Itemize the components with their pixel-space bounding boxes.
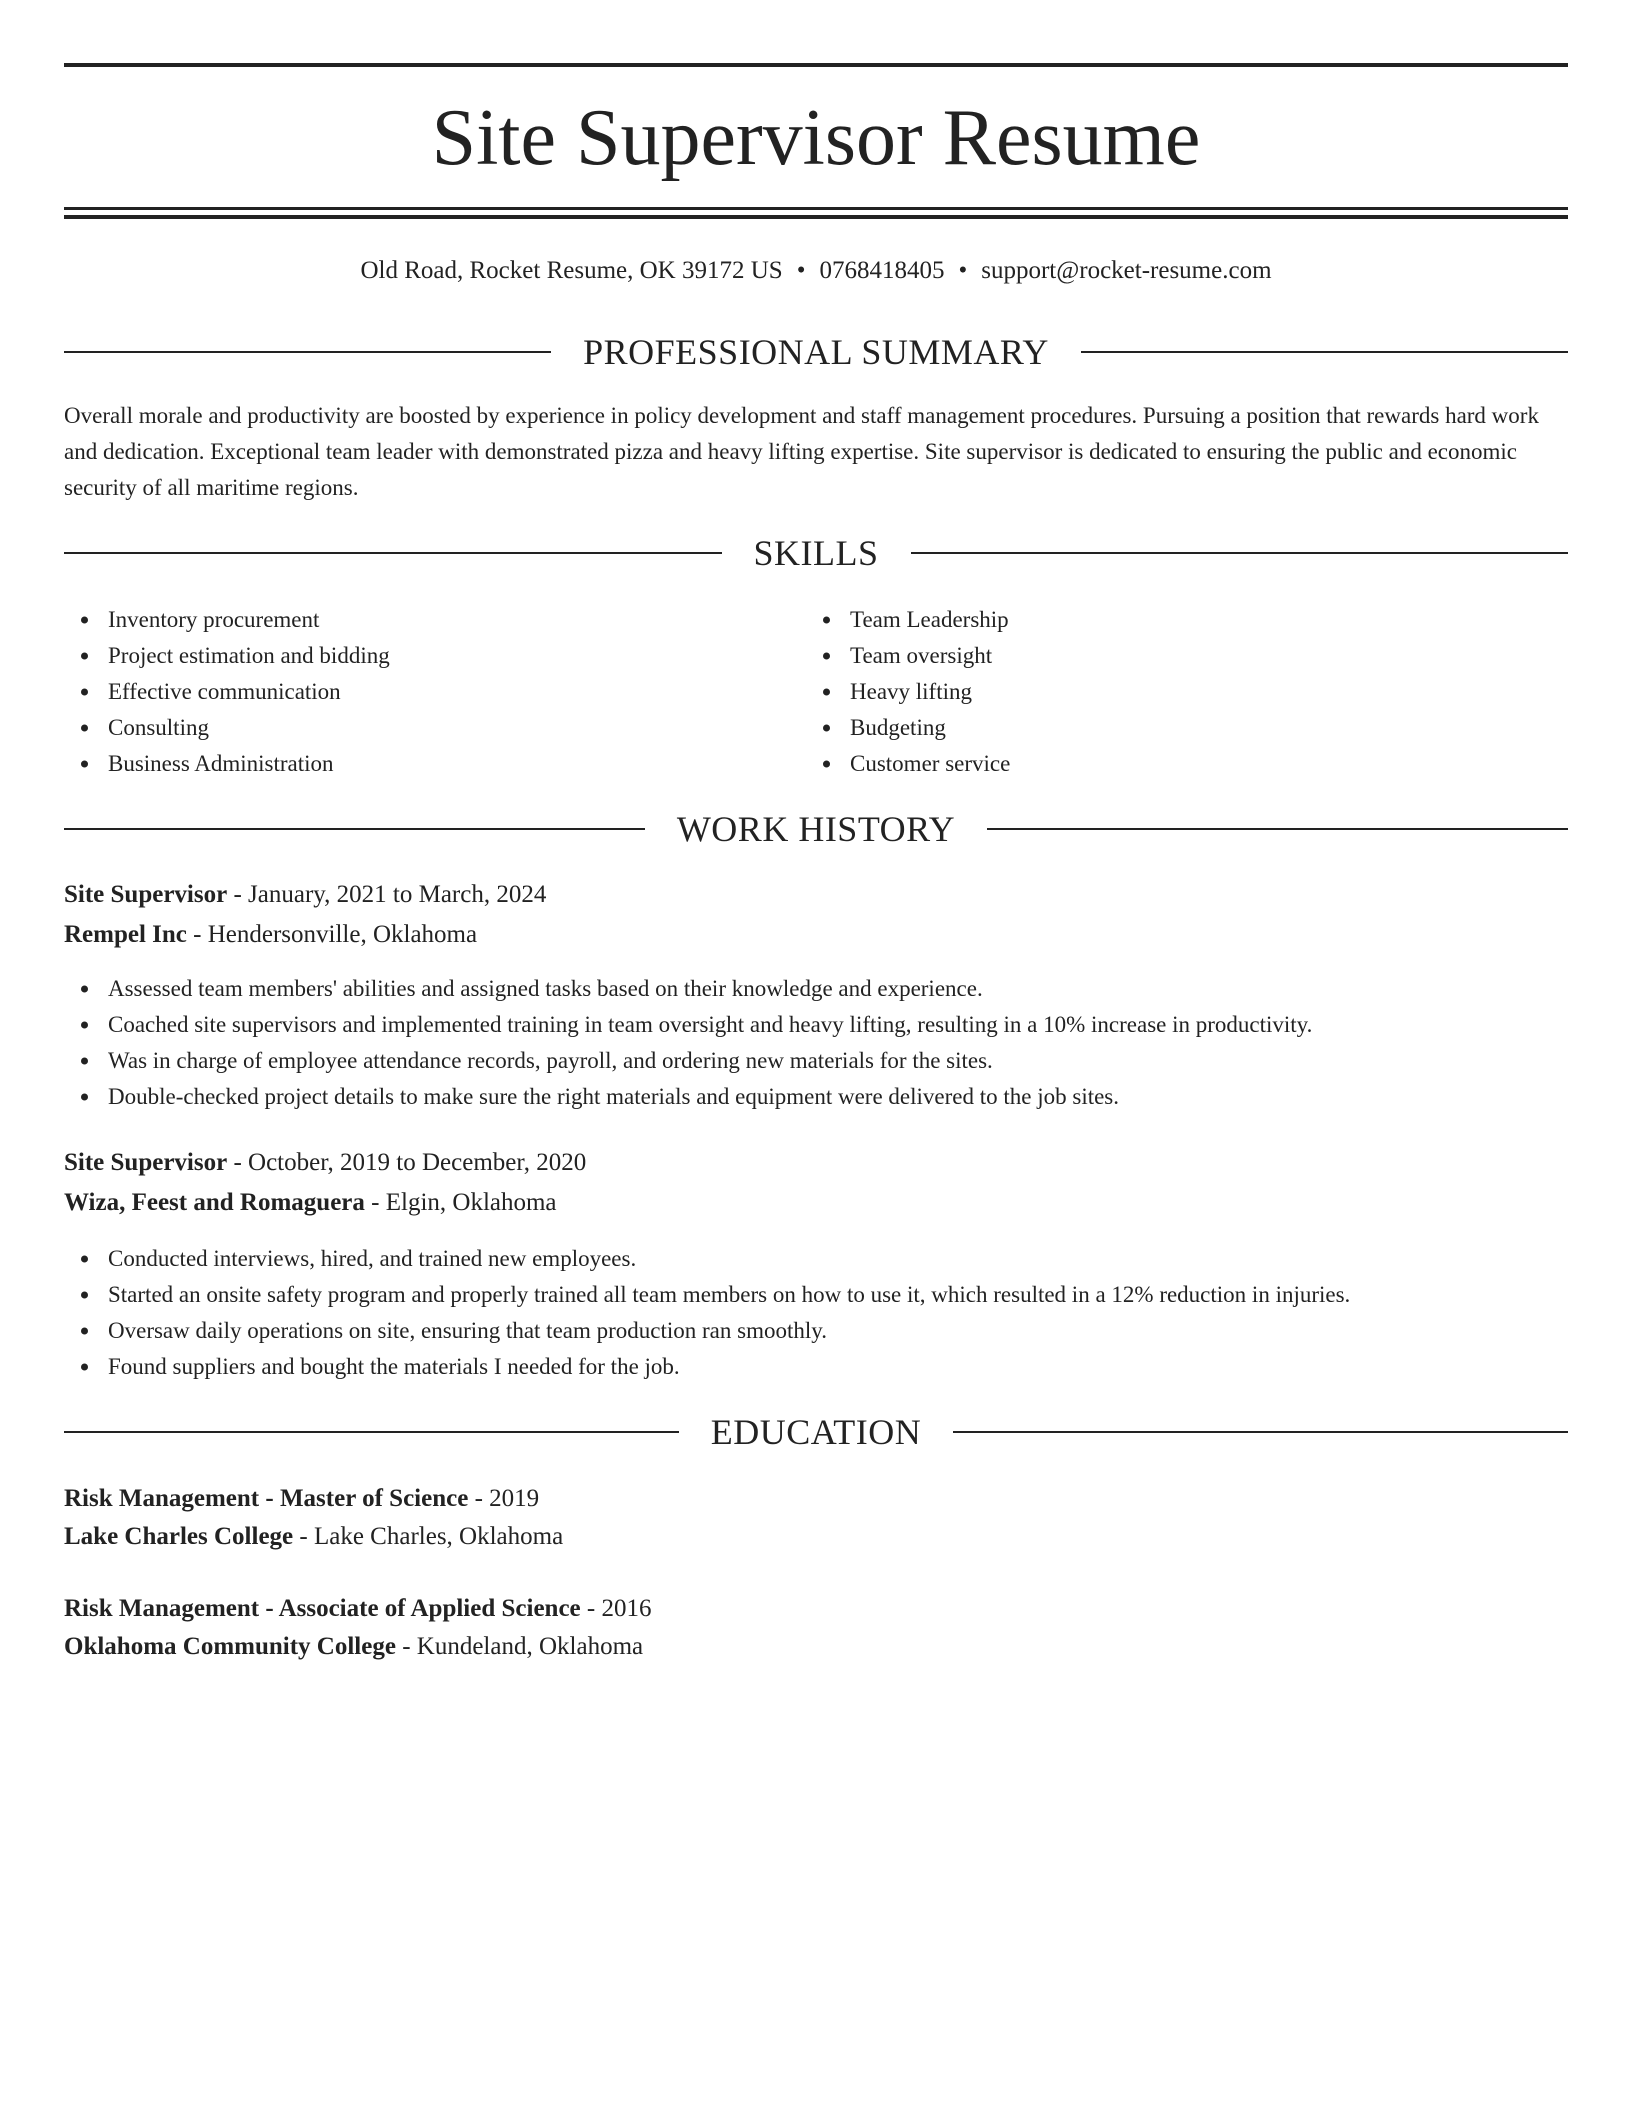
job-duty: Started an onsite safety program and properly trained all team members on how to use it, which resulted in a 12% reduction in injuries. [64, 1277, 1568, 1313]
skill-item: Business Administration [64, 746, 764, 782]
job-duty: Was in charge of employee attendance records, payroll, and ordering new materials for the sites. [64, 1043, 1568, 1079]
job-duty: Assessed team members' abilities and assigned tasks based on their knowledge and experience. [64, 971, 1568, 1007]
section-heading-skills [64, 531, 1568, 575]
skill-item: Consulting [64, 710, 764, 746]
job-duty: Found suppliers and bought the materials I needed for the job. [64, 1349, 1568, 1385]
job-duties-list [64, 971, 1568, 1115]
summary-text: Overall morale and productivity are boosted by experience in policy development and staff management procedures. Pursuing a position that rewards hard work and dedication. Exceptional team leader with demonstrated pizza and heavy lifting expertise. Site supervisor is dedicated to ensuring the public and economic security of all maritime regions. [64, 403, 1539, 500]
contact-address: Old Road, Rocket Resume, OK 39172 US [360, 257, 783, 284]
contact-separator: • [796, 257, 806, 284]
divider-line [64, 552, 722, 554]
section-heading-summary [64, 330, 1568, 374]
education-degree: Risk Management - Associate of Applied Science [64, 1595, 581, 1622]
job-title-line [64, 875, 1568, 915]
education-school-line [64, 1627, 1568, 1667]
job-company-line [64, 915, 1568, 955]
education-school: Oklahoma Community College [64, 1633, 396, 1660]
contact-separator: • [958, 257, 968, 284]
job-title-line [64, 1143, 1568, 1183]
job-title: Site Supervisor [64, 881, 228, 908]
section-title: EDUCATION [710, 1412, 922, 1452]
page-title: Site Supervisor Resume [431, 94, 1201, 182]
job-duty: Conducted interviews, hired, and trained new employees. [64, 1241, 1568, 1277]
skill-item: Inventory procurement [64, 602, 764, 638]
skill-item: Team oversight [806, 638, 1506, 674]
job-duty: Double-checked project details to make sure the right materials and equipment were delivered to the job sites. [64, 1079, 1568, 1115]
job-title: Site Supervisor [64, 1149, 228, 1176]
job-company: Wiza, Feest and Romaguera [64, 1189, 365, 1216]
section-heading-education [64, 1410, 1568, 1454]
job-duty: Coached site supervisors and implemented training in team oversight and heavy lifting, resulting in a 10% increase in productivity. [64, 1007, 1568, 1043]
job-company-line [64, 1183, 1568, 1223]
education-year: - 2016 [580, 1595, 652, 1622]
section-heading-work [64, 807, 1568, 851]
title-rule-upper [64, 207, 1568, 210]
education-school: Lake Charles College [64, 1523, 294, 1550]
education-year: - 2019 [468, 1485, 540, 1512]
section-title: SKILLS [753, 533, 879, 573]
section-title: WORK HISTORY [676, 809, 956, 849]
contact-email: support@rocket-resume.com [981, 257, 1272, 284]
skills-list-left [64, 602, 764, 782]
section-title: PROFESSIONAL SUMMARY [583, 332, 1049, 372]
divider-line [64, 1431, 679, 1433]
skill-item: Budgeting [806, 710, 1506, 746]
skill-item: Heavy lifting [806, 674, 1506, 710]
skill-item: Project estimation and bidding [64, 638, 764, 674]
divider-line [911, 552, 1569, 554]
job-company: Rempel Inc [64, 921, 187, 948]
skills-list-right [806, 602, 1506, 782]
job-location: - Elgin, Oklahoma [364, 1189, 557, 1216]
education-degree-line [64, 1479, 1568, 1519]
divider-line [64, 828, 645, 830]
job-location: - Hendersonville, Oklahoma [186, 921, 478, 948]
education-degree-line [64, 1589, 1568, 1629]
skill-item: Team Leadership [806, 602, 1506, 638]
job-duty: Oversaw daily operations on site, ensuring that team production ran smoothly. [64, 1313, 1568, 1349]
education-school-line [64, 1517, 1568, 1557]
job-dates: - October, 2019 to December, 2020 [227, 1149, 587, 1176]
top-rule [64, 63, 1568, 67]
skill-item: Effective communication [64, 674, 764, 710]
education-degree: Risk Management - Master of Science [64, 1485, 469, 1512]
divider-line [64, 351, 551, 353]
job-duties-list [64, 1241, 1568, 1385]
title-rule-lower [64, 215, 1568, 219]
divider-line [953, 1431, 1568, 1433]
contact-phone: 0768418405 [819, 257, 945, 284]
divider-line [1081, 351, 1568, 353]
job-dates: - January, 2021 to March, 2024 [227, 881, 547, 908]
divider-line [987, 828, 1568, 830]
education-location: - Kundeland, Oklahoma [395, 1633, 644, 1660]
education-location: - Lake Charles, Oklahoma [293, 1523, 564, 1550]
contact-line [64, 254, 1568, 288]
skill-item: Customer service [806, 746, 1506, 782]
